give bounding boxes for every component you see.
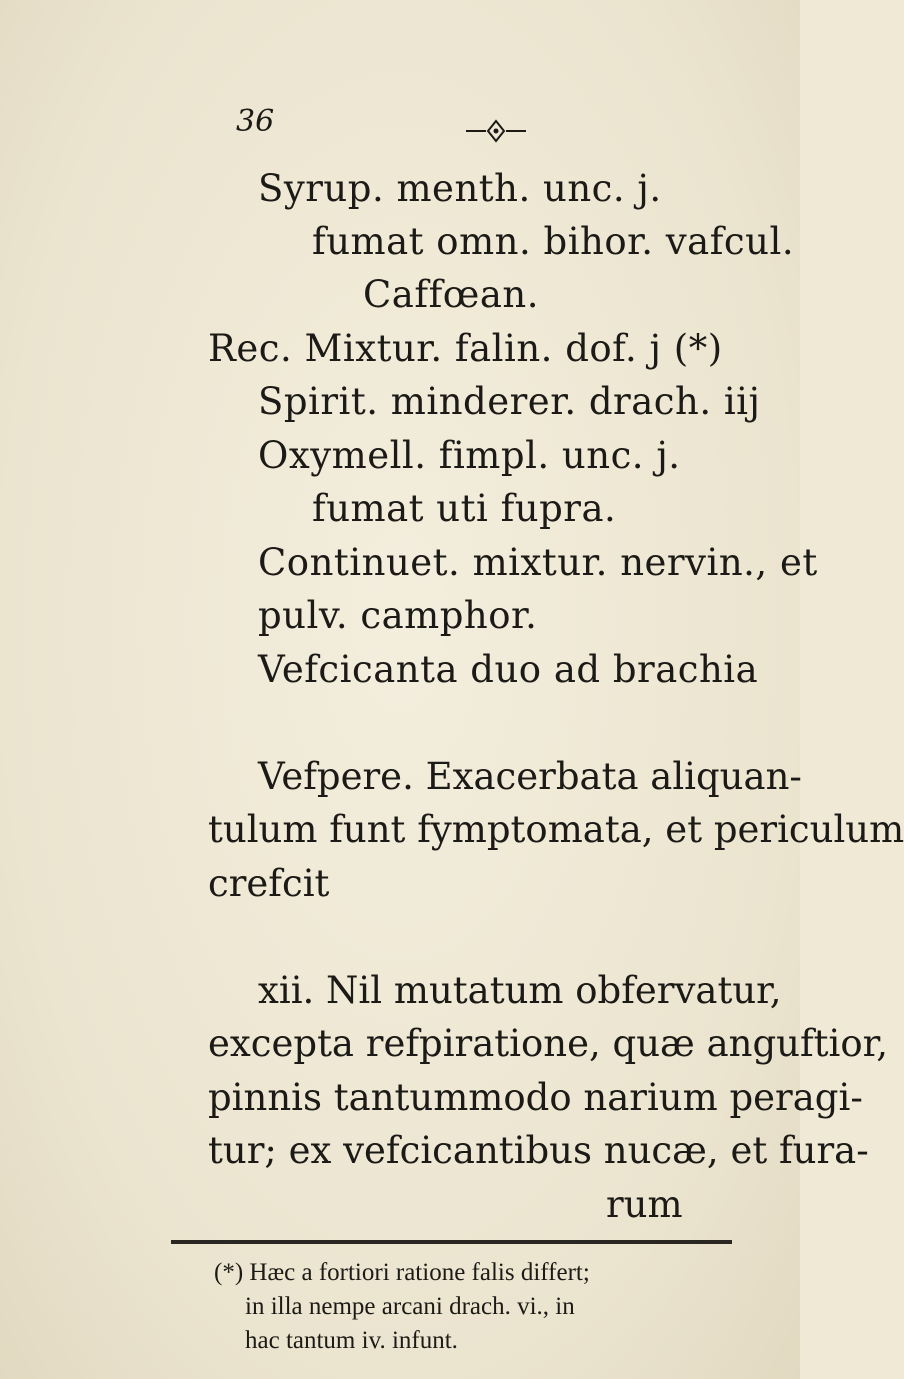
footnote-line-1: (*) Hæc a fortiori ratione falis differt; <box>214 1259 590 1286</box>
recipe-line-3: Caffœan. <box>363 273 539 316</box>
footnote-divider <box>171 1240 732 1244</box>
day12-line-3: pinnis tantummodo narium peragi- <box>208 1076 863 1119</box>
day12-line-1: xii. Nil mutatum obfervatur, <box>258 969 782 1012</box>
day12-line-2: excepta refpiratione, quæ anguftior, <box>208 1022 889 1065</box>
recipe-line-10: Vefcicanta duo ad brachia <box>258 648 759 691</box>
vespere-line-2: tulum funt fymptomata, et periculum <box>208 808 904 851</box>
recipe-line-4: Rec. Mixtur. falin. dof. j (*) <box>208 327 723 370</box>
recipe-line-7: fumat uti fupra. <box>312 487 617 530</box>
footnote-line-2: in illa nempe arcani drach. vi., in <box>245 1293 575 1320</box>
footnote-line-3: hac tantum iv. infunt. <box>245 1327 458 1354</box>
recipe-line-1: Syrup. menth. unc. j. <box>258 167 662 210</box>
recipe-line-9: pulv. camphor. <box>258 594 538 637</box>
vespere-line-1: Vefpere. Exacerbata aliquan- <box>258 755 802 798</box>
recipe-line-6: Oxymell. fimpl. unc. j. <box>258 434 681 477</box>
recipe-line-5: Spirit. minderer. drach. iij <box>258 380 761 423</box>
page-number: 36 <box>236 104 275 139</box>
header-ornament-icon <box>464 120 528 142</box>
day12-line-4: tur; ex vefcicantibus nucæ, et fura- <box>208 1129 869 1172</box>
recipe-line-2: fumat omn. bihor. vafcul. <box>312 220 795 263</box>
vespere-line-3: crefcit <box>208 862 330 905</box>
recipe-line-8: Continuet. mixtur. nervin., et <box>258 541 818 584</box>
day12-line-5: rum <box>606 1183 683 1226</box>
